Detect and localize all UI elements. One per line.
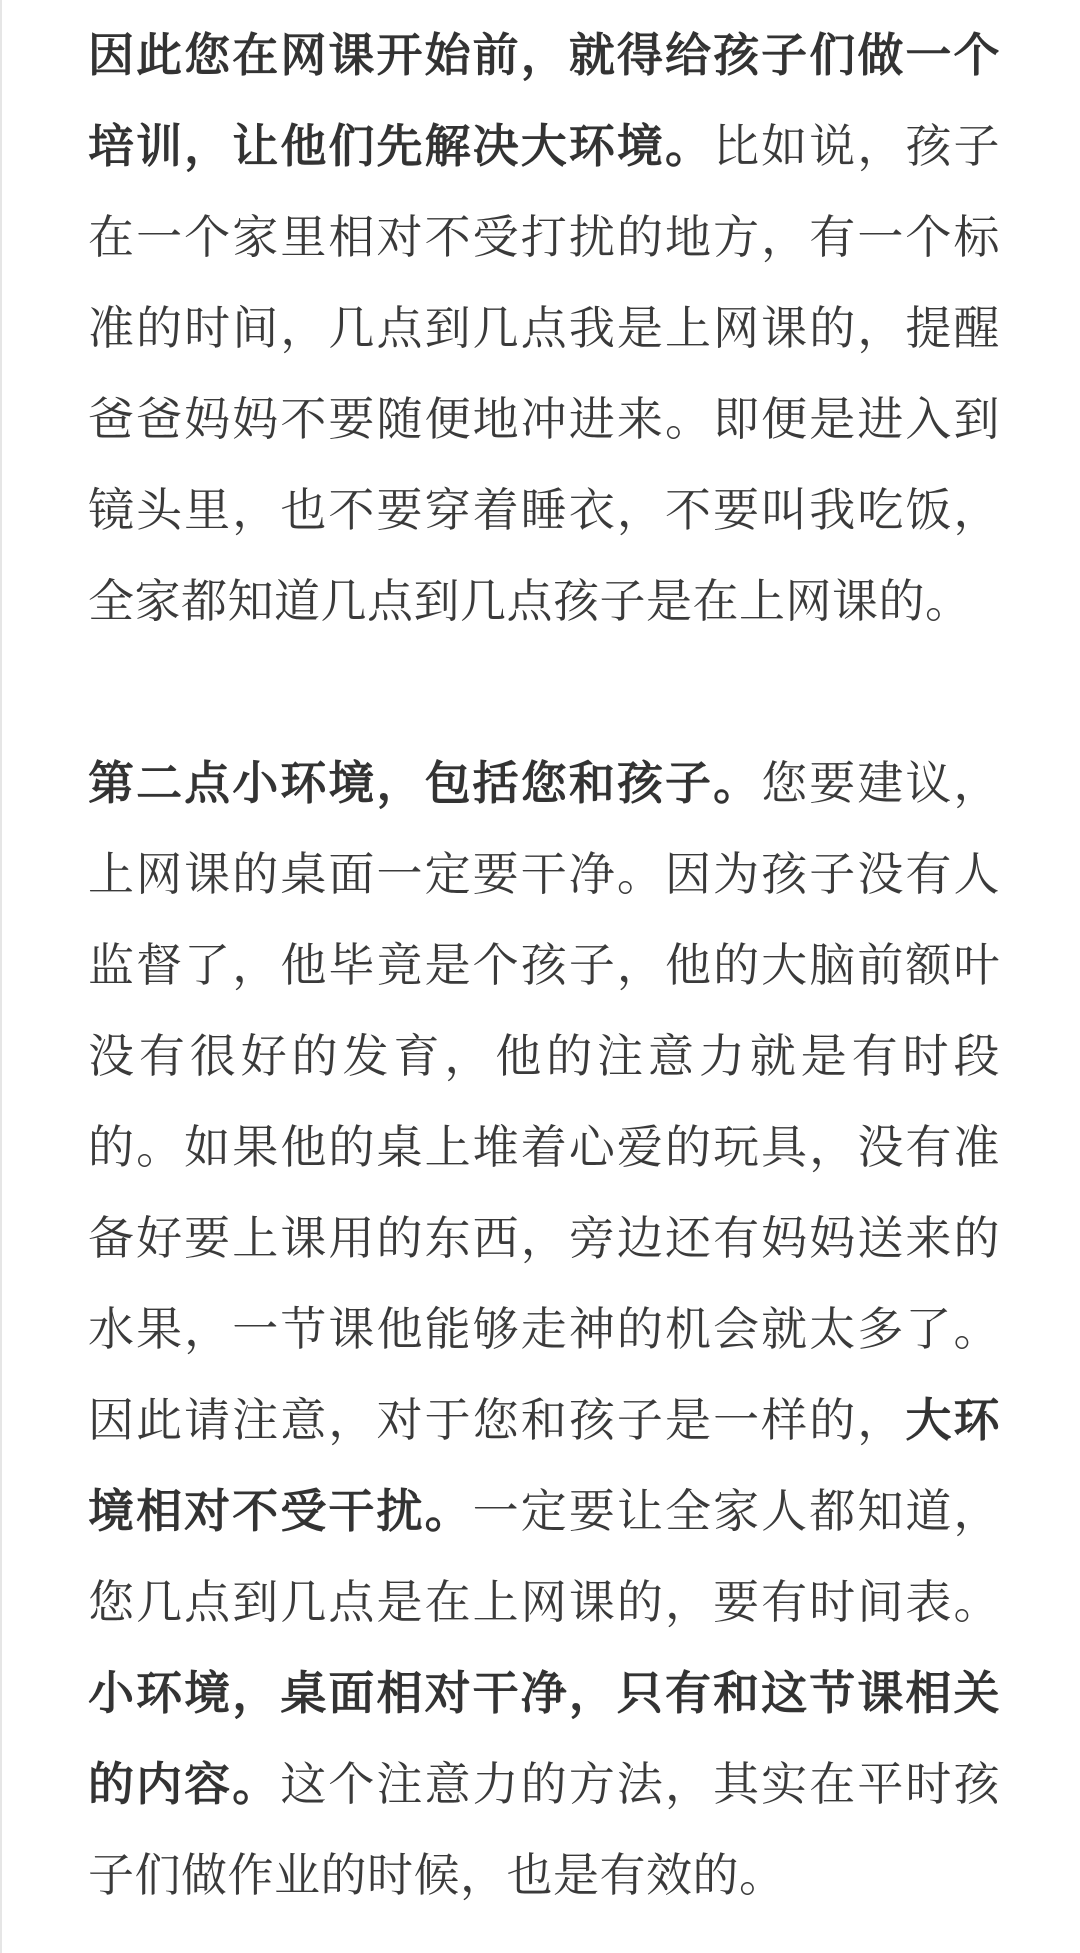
body-text: 您要建议，上网课的桌面一定要干净。因为孩子没有人监督了，他毕竟是个孩子，他的大脑前额叶没有很好的发育，他的注意力就是有时段的。如果他的桌上堆着心爱的玩具，没有准备好要上课用的东西，旁边还有妈妈送来的水果，一节课他能够走神的机会就太多了。因此请注意，对于您和孩子是一样的， [88, 756, 1001, 1447]
page-left-border [0, 0, 2, 1953]
body-text: 一定要让全家人都知道，您几点到几点是在上网课的，要有时间表。 [88, 1484, 1001, 1629]
bold-text: 第二点小环境，包括您和孩子。 [88, 756, 762, 810]
bold-text: 小环境，桌面相对干净，只有和这节课相关的内容。 [88, 1666, 1000, 1811]
paragraph-2 [88, 738, 1000, 1921]
paragraph-1 [88, 10, 1000, 647]
body-text: 比如说，孩子在一个家里相对不受打扰的地方，有一个标准的时间，几点到几点我是上网课的，提醒爸爸妈妈不要随便地冲进来。即便是进入到镜头里，也不要穿着睡衣，不要叫我吃饭，全家都知道几点到几点孩子是在上网课的。 [88, 119, 1001, 628]
bold-text: 因此您在网课开始前，就得给孩子们做一个培训，让他们先解决大环境。 [88, 28, 1000, 173]
bold-text: 大环境相对不受干扰。 [88, 1393, 1001, 1538]
article-body [88, 10, 1000, 1921]
body-text: 这个注意力的方法，其实在平时孩子们做作业的时候，也是有效的。 [88, 1757, 1001, 1902]
